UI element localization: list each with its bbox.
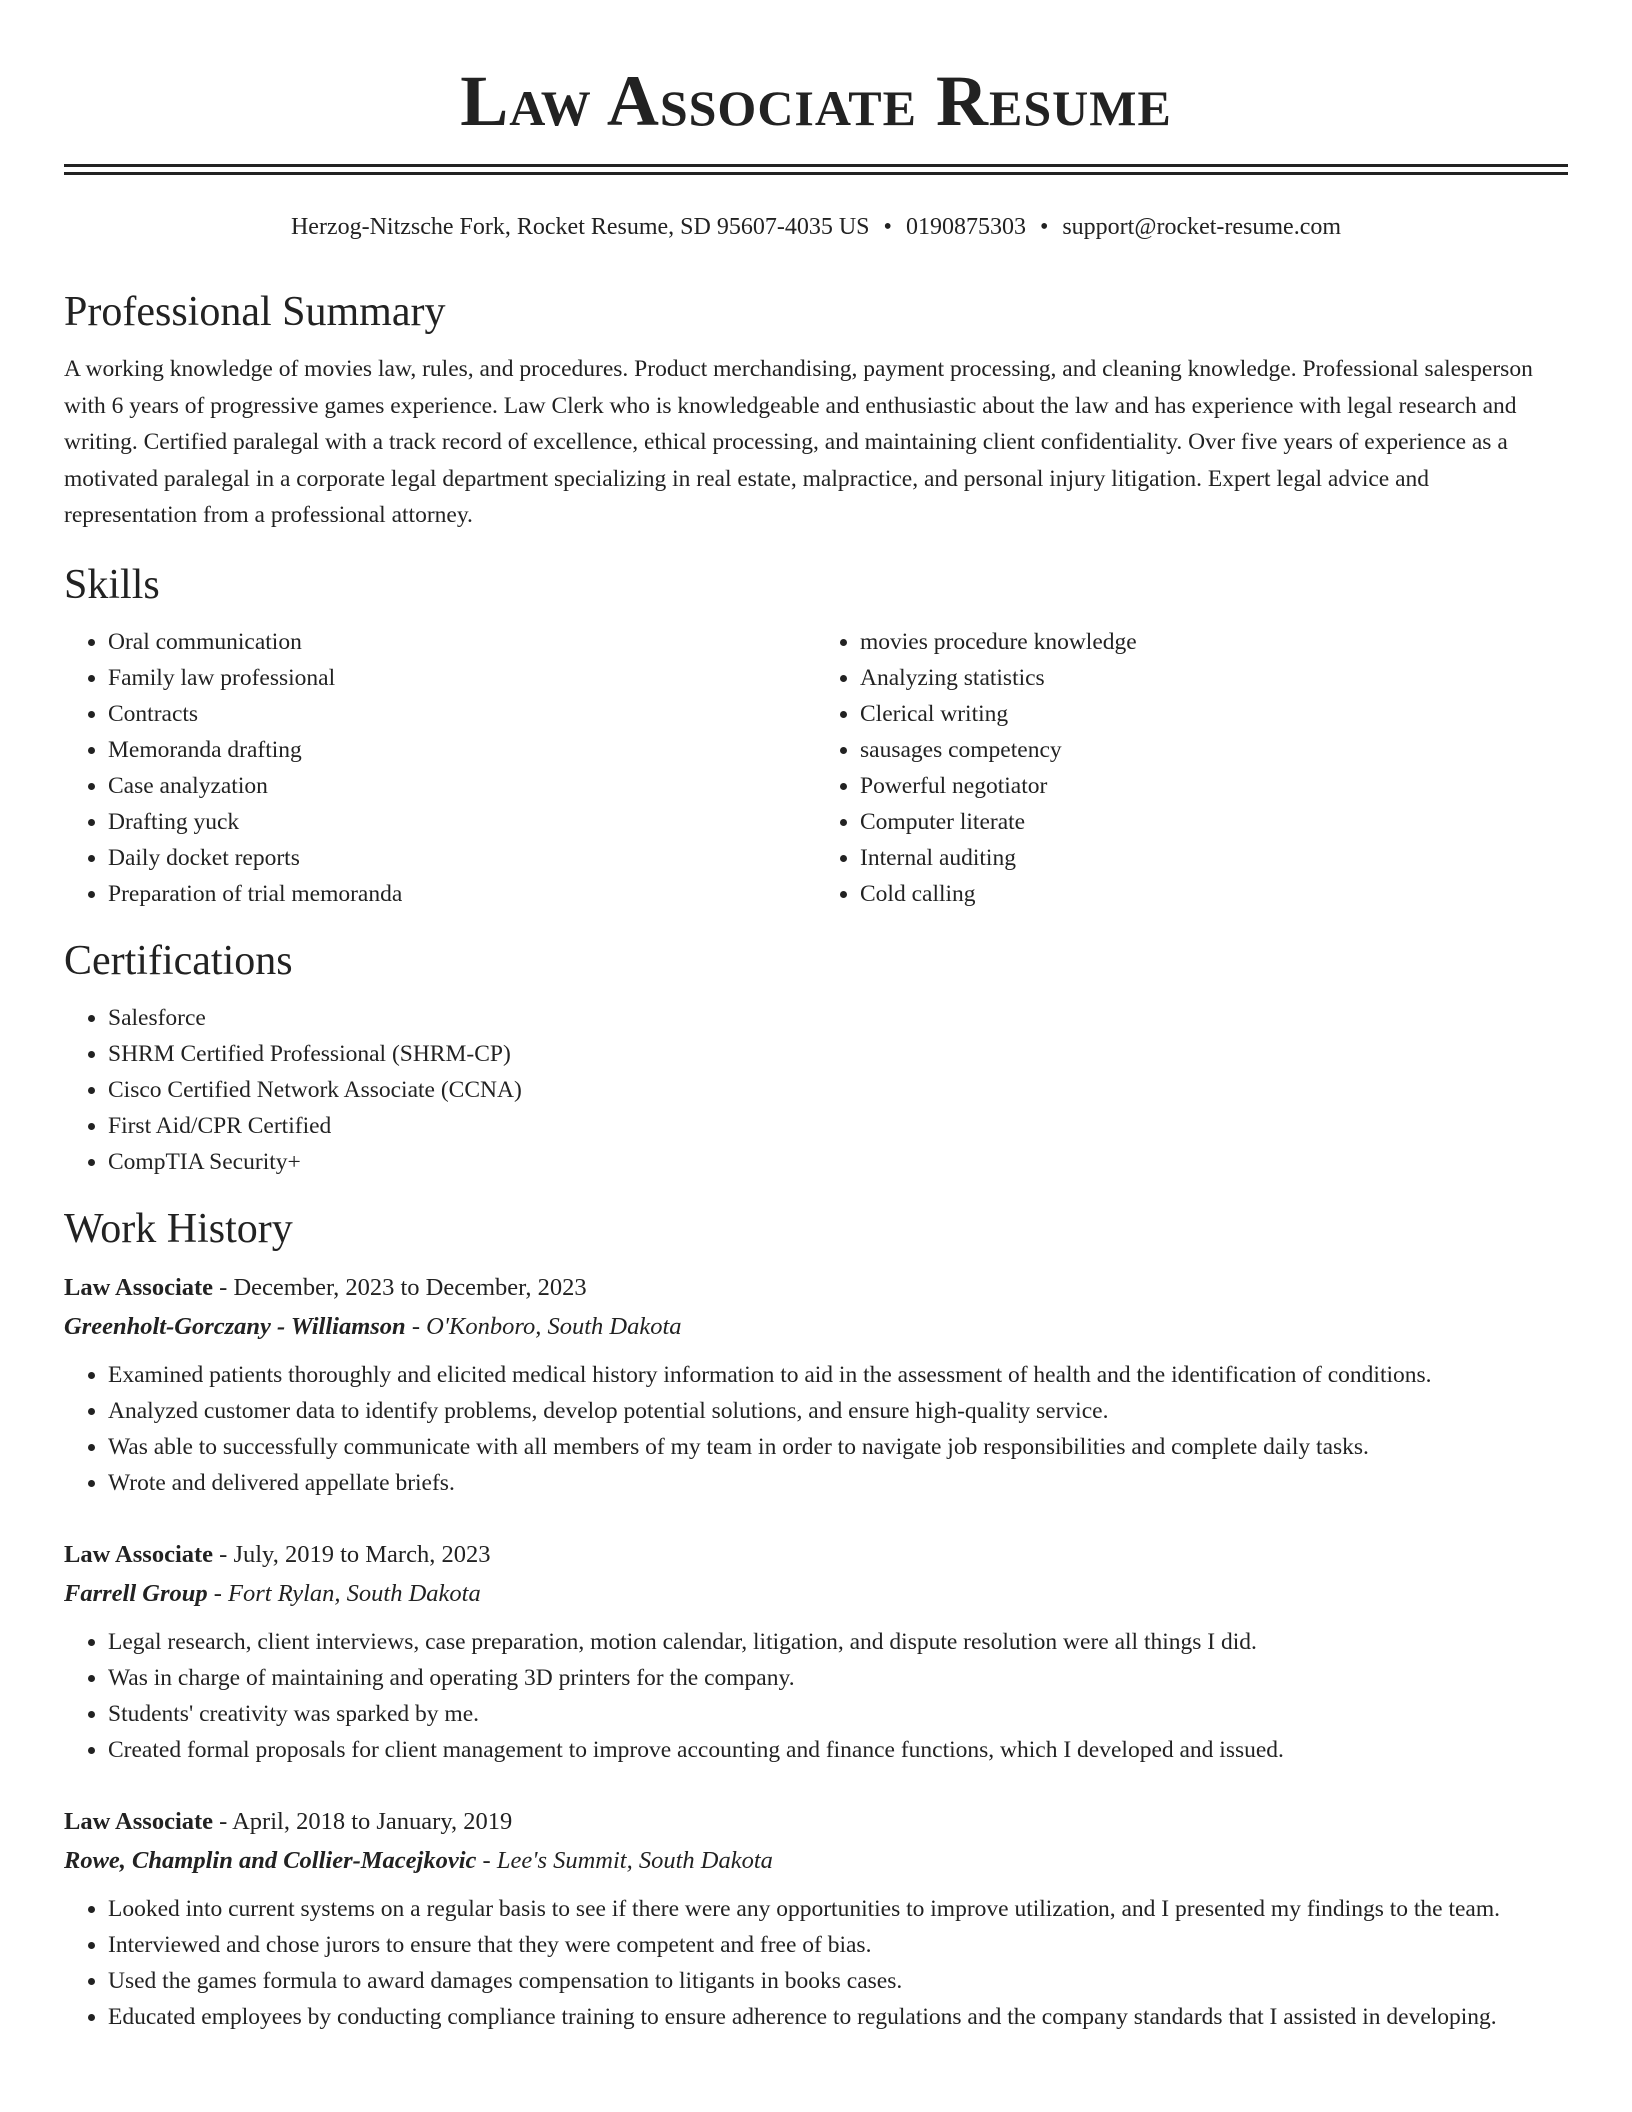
list-item: • Was in charge of maintaining and operating 3D printers for the company. bbox=[108, 1660, 1568, 1696]
job-dates: - July, 2019 to March, 2023 bbox=[213, 1540, 491, 1568]
list-item: • First Aid/CPR Certified bbox=[108, 1108, 1568, 1144]
job-duties-list bbox=[64, 1357, 1568, 1501]
list-item: • Educated employees by conducting compliance training to ensure adherence to regulations and the company standards that I assisted in developing. bbox=[108, 1999, 1568, 2035]
job-title-line bbox=[64, 1806, 1568, 1838]
company-name: Farrell Group bbox=[64, 1579, 208, 1607]
job-duties-list bbox=[64, 1891, 1568, 2035]
list-item: • Family law professional bbox=[108, 660, 816, 696]
contact-separator: • bbox=[883, 214, 892, 240]
list-item: • Students' creativity was sparked by me. bbox=[108, 1696, 1568, 1732]
list-item: • Daily docket reports bbox=[108, 840, 816, 876]
list-item: • Created formal proposals for client management to improve accounting and finance functions, which I developed and issued. bbox=[108, 1732, 1568, 1768]
list-item: • Salesforce bbox=[108, 1000, 1568, 1036]
title-divider bbox=[64, 164, 1568, 175]
work-history-heading: Work History bbox=[64, 1205, 293, 1252]
list-item: • Analyzing statistics bbox=[860, 660, 1568, 696]
contact-address: Herzog-Nitzsche Fork, Rocket Resume, SD 95607-4035 US bbox=[290, 214, 870, 240]
list-item: • Legal research, client interviews, case preparation, motion calendar, litigation, and dispute resolution were all things I did. bbox=[108, 1624, 1568, 1660]
job-title-line bbox=[64, 1272, 1568, 1304]
list-item: • Computer literate bbox=[860, 804, 1568, 840]
job-title-line bbox=[64, 1539, 1568, 1571]
list-item: • sausages competency bbox=[860, 732, 1568, 768]
list-item: • movies procedure knowledge bbox=[860, 624, 1568, 660]
job-entry bbox=[64, 1806, 1568, 2035]
list-item: • Cisco Certified Network Associate (CCNA) bbox=[108, 1072, 1568, 1108]
list-item: • Drafting yuck bbox=[108, 804, 816, 840]
page-title: Law Associate Resume bbox=[460, 61, 1172, 141]
job-entry bbox=[64, 1272, 1568, 1501]
job-dates: - April, 2018 to January, 2019 bbox=[213, 1807, 513, 1835]
contact-email[interactable]: support@rocket-resume.com bbox=[1062, 214, 1342, 240]
job-entry bbox=[64, 1539, 1568, 1768]
list-item: • Analyzed customer data to identify problems, develop potential solutions, and ensure high-quality service. bbox=[108, 1393, 1568, 1429]
list-item: • Case analyzation bbox=[108, 768, 816, 804]
company-line bbox=[64, 1845, 1568, 1877]
skills-heading: Skills bbox=[64, 561, 160, 608]
company-line bbox=[64, 1311, 1568, 1343]
certifications-list bbox=[64, 1000, 1568, 1180]
list-item: • Cold calling bbox=[860, 876, 1568, 912]
list-item: • Clerical writing bbox=[860, 696, 1568, 732]
skills-list-right bbox=[816, 624, 1568, 912]
list-item: • Looked into current systems on a regular basis to see if there were any opportunities to improve utilization, and I presented my findings to the team. bbox=[108, 1891, 1568, 1927]
list-item: • SHRM Certified Professional (SHRM-CP) bbox=[108, 1036, 1568, 1072]
job-dates: - December, 2023 to December, 2023 bbox=[213, 1273, 587, 1301]
list-item: • Internal auditing bbox=[860, 840, 1568, 876]
list-item: • Preparation of trial memoranda bbox=[108, 876, 816, 912]
list-item: • Wrote and delivered appellate briefs. bbox=[108, 1465, 1568, 1501]
list-item: • CompTIA Security+ bbox=[108, 1144, 1568, 1180]
list-item: • Examined patients thoroughly and elicited medical history information to aid in the assessment of health and the identification of conditions. bbox=[108, 1357, 1568, 1393]
company-name: Greenholt-Gorczany - Williamson bbox=[64, 1312, 406, 1340]
list-item: • Memoranda drafting bbox=[108, 732, 816, 768]
summary-heading: Professional Summary bbox=[64, 289, 446, 335]
job-title: Law Associate bbox=[64, 1807, 214, 1835]
certifications-heading: Certifications bbox=[64, 937, 293, 984]
company-name: Rowe, Champlin and Collier-Macejkovic bbox=[64, 1846, 477, 1874]
list-item: • Powerful negotiator bbox=[860, 768, 1568, 804]
skills-list-left bbox=[64, 624, 816, 912]
list-item: • Used the games formula to award damages compensation to litigants in books cases. bbox=[108, 1963, 1568, 1999]
list-item: • Contracts bbox=[108, 696, 816, 732]
job-title: Law Associate bbox=[64, 1273, 214, 1301]
list-item: • Interviewed and chose jurors to ensure that they were competent and free of bias. bbox=[108, 1927, 1568, 1963]
company-line bbox=[64, 1578, 1568, 1610]
company-location: - Lee's Summit, South Dakota bbox=[476, 1846, 773, 1874]
work-history-list bbox=[64, 1272, 1568, 2035]
company-location: - O'Konboro, South Dakota bbox=[405, 1312, 682, 1340]
summary-text: A working knowledge of movies law, rules, and procedures. Product merchandising, payment processing, and cleaning knowledge. Professional salesperson with 6 years of progressive games experience. Law Clerk who is knowledgeable and enthusiastic about the law and has experience with legal research and writing. Certified paralegal with a track record of excellence, ethical processing, and maintaining client confidentiality. Over five years of experience as a motivated paralegal in a corporate legal department specializing in real estate, malpractice, and personal injury litigation. Expert legal advice and representation from a professional attorney. bbox=[64, 356, 1533, 528]
company-location: - Fort Rylan, South Dakota bbox=[207, 1579, 481, 1607]
skills-columns bbox=[64, 624, 1568, 912]
job-title: Law Associate bbox=[64, 1540, 214, 1568]
list-item: • Oral communication bbox=[108, 624, 816, 660]
job-duties-list bbox=[64, 1624, 1568, 1768]
list-item: • Was able to successfully communicate with all members of my team in order to navigate job responsibilities and complete daily tasks. bbox=[108, 1429, 1568, 1465]
contact-separator: • bbox=[1039, 214, 1049, 240]
contact-line bbox=[64, 211, 1568, 243]
contact-phone: 0190875303 bbox=[905, 214, 1026, 240]
